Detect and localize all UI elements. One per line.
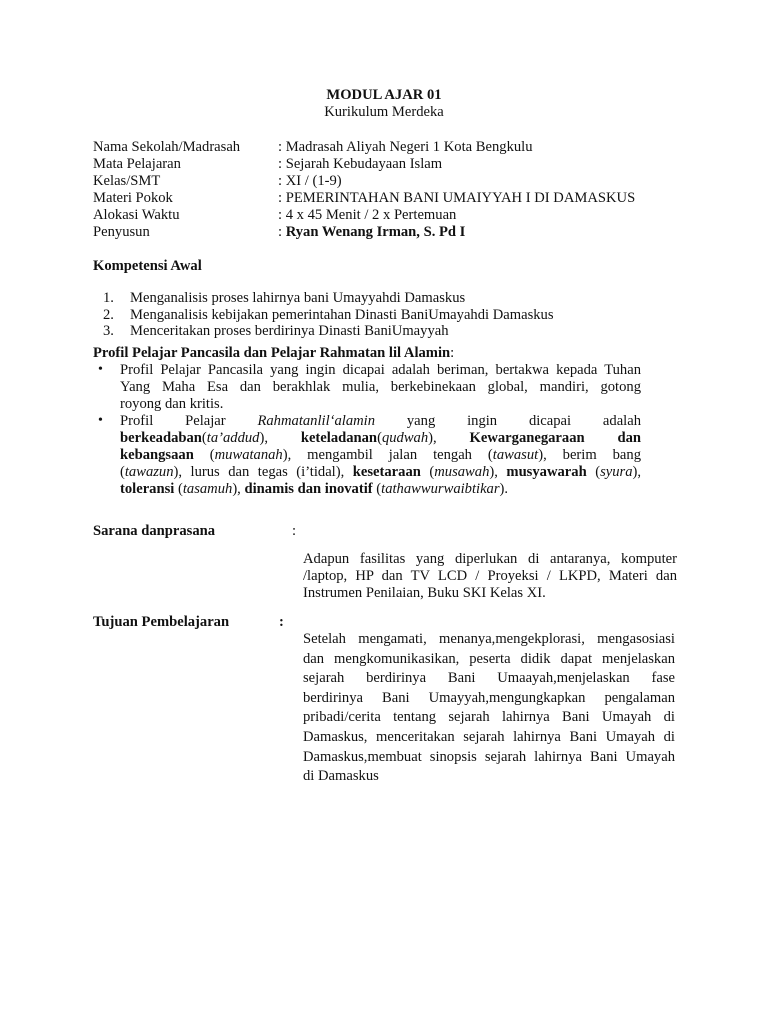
curriculum-subtitle: Kurikulum Merdeka bbox=[324, 104, 444, 120]
bullet-icon: • bbox=[98, 413, 103, 428]
tujuan-colon: : bbox=[279, 614, 284, 630]
term-italic: ta’addud bbox=[206, 430, 260, 446]
list-item bbox=[103, 290, 643, 307]
identity-label: Nama Sekolah/Madrasah bbox=[93, 139, 241, 155]
term-bold: musyawarah bbox=[506, 464, 587, 480]
term-bold: toleransi bbox=[120, 481, 175, 497]
paragraph-line: Setelah mengamati, menanya,mengekplorasi, mengasosiasi bbox=[303, 631, 675, 647]
word: Pelajar bbox=[185, 413, 226, 429]
term-italic: muwatanah bbox=[214, 447, 283, 463]
identity-value: : PEMERINTAHAN BANI UMAIYYAH I DI DAMASKUS bbox=[278, 190, 636, 206]
identity-value: : 4 x 45 Menit / 2 x Pertemuan bbox=[278, 207, 457, 223]
identity-value: : Madrasah Aliyah Negeri 1 Kota Bengkulu bbox=[278, 139, 533, 155]
identity-value: : Sejarah Kebudayaan Islam bbox=[278, 156, 443, 172]
kompetensi-list bbox=[103, 290, 643, 340]
term-italic: tawasut bbox=[492, 447, 539, 463]
word: adalah bbox=[602, 413, 642, 429]
tujuan-paragraph bbox=[303, 630, 675, 787]
term-italic: qudwah bbox=[381, 430, 429, 446]
term-bold: keteladanan bbox=[300, 430, 378, 446]
term-italic: tawazun bbox=[124, 464, 174, 480]
term-italic: syura bbox=[600, 464, 633, 480]
list-text: Menceritakan proses berdirinya Dinasti BaniUmayyah bbox=[130, 323, 449, 339]
identity-label: Materi Pokok bbox=[93, 190, 173, 206]
profil-heading bbox=[93, 345, 454, 362]
identity-value-author bbox=[278, 224, 465, 241]
module-title: MODUL AJAR 01 bbox=[326, 87, 442, 103]
sarana-paragraph bbox=[303, 551, 677, 602]
list-number: 1. bbox=[103, 290, 114, 306]
list-number: 3. bbox=[103, 323, 114, 339]
paragraph-line: kebangsaan (muwatanah), mengambil jalan tengah (tawasut), berim bang bbox=[120, 447, 641, 463]
identity-row-school bbox=[93, 139, 693, 156]
identity-label: Alokasi Waktu bbox=[93, 207, 180, 223]
term-bold: dinamis dan inovatif bbox=[244, 481, 373, 497]
paragraph-line: berdirinya Bani Umayyah,mengungkapkan pengalaman bbox=[303, 689, 675, 706]
paragraph-line: Profil Pelajar Pancasila yang ingin dicapai adalah beriman, bertakwa kepada Tuhan bbox=[120, 362, 641, 378]
identity-row-subject bbox=[93, 156, 693, 173]
author-name: Ryan Wenang Irman, S. Pd I bbox=[285, 224, 466, 240]
list-text: Menganalisis proses lahirnya bani Umayyahdi Damaskus bbox=[130, 290, 466, 306]
identity-label: Kelas/SMT bbox=[93, 173, 161, 189]
text-run: ), mengambil jalan tengah ( bbox=[282, 447, 493, 463]
word: dicapai bbox=[528, 413, 572, 429]
text-run: ), berim bang bbox=[538, 447, 641, 463]
paragraph-line: Instrumen Penilaian, Buku SKI Kelas XI. bbox=[303, 585, 546, 601]
term-bold: berkeadaban bbox=[120, 430, 202, 446]
paragraph-line: Damaskus, menceritakan sejarah lahirnya Bani Umayah di bbox=[303, 728, 675, 745]
profil-heading-colon: : bbox=[450, 345, 455, 361]
term-italic: musawah bbox=[434, 464, 490, 480]
text-run: ), lurus dan tegas (i’tidal), bbox=[173, 464, 353, 480]
term-bold: dan bbox=[617, 430, 641, 446]
word: Profil bbox=[120, 413, 154, 429]
term-bold: kebangsaan bbox=[120, 447, 194, 463]
term-italic: tasamuh bbox=[182, 481, 233, 497]
paragraph-line: royong dan kritis. bbox=[120, 396, 224, 412]
paragraph-line: (tawazun), lurus dan tegas (i’tidal), kesetaraan (musawah), musyawarah (syura), bbox=[120, 464, 642, 480]
paragraph-line: Damaskus,membuat sinopsis sejarah lahirnya Bani Umayah bbox=[303, 748, 675, 765]
identity-value: : XI / (1-9) bbox=[278, 173, 342, 189]
paragraph-line bbox=[120, 413, 641, 430]
bullet-icon: • bbox=[98, 362, 103, 377]
profil-heading-text: Profil Pelajar Pancasila dan Pelajar Rahmatan lil Alamin bbox=[93, 345, 451, 361]
identity-label: Mata Pelajaran bbox=[93, 156, 181, 172]
list-item bbox=[103, 307, 643, 324]
term-bold: kesetaraan bbox=[352, 464, 421, 480]
word-italic: Rahmatanlil‘alamin bbox=[257, 413, 376, 429]
identity-row-time bbox=[93, 207, 693, 224]
list-item bbox=[103, 323, 643, 340]
paragraph-line: berkeadaban(ta’addud), keteladanan(qudwah), Kewarganegaraan dan bbox=[120, 430, 641, 446]
profil-bullet-2 bbox=[120, 413, 641, 498]
list-number: 2. bbox=[103, 306, 114, 323]
sarana-colon: : bbox=[292, 523, 297, 539]
paragraph-line: Adapun fasilitas yang diperlukan di antaranya, komputer bbox=[303, 551, 677, 567]
kompetensi-heading: Kompetensi Awal bbox=[93, 258, 202, 274]
author-prefix: : bbox=[278, 224, 286, 240]
paragraph-line: sejarah berdirinya Bani Umaayah,menjelaskan fase bbox=[303, 670, 675, 687]
identity-row-class bbox=[93, 173, 693, 190]
tujuan-label: Tujuan Pembelajaran bbox=[93, 614, 230, 630]
paragraph-line: di Damaskus bbox=[303, 768, 379, 785]
identity-row-topic bbox=[93, 190, 693, 207]
list-text: Menganalisis kebijakan pemerintahan Dinasti BaniUmayahdi Damaskus bbox=[130, 306, 554, 323]
word: ingin bbox=[467, 413, 498, 429]
paragraph-line: Yang Maha Esa dan berakhlak mulia, berkebinekaan global, mandiri, gotong bbox=[120, 379, 641, 395]
word: yang bbox=[406, 413, 436, 429]
identity-label: Penyusun bbox=[93, 224, 150, 240]
term-italic: tathawwurwaibtikar bbox=[381, 481, 500, 497]
term-bold: Kewarganegaraan bbox=[469, 430, 585, 446]
paragraph-line: /laptop, HP dan TV LCD / Proyeksi / LKPD, Materi dan bbox=[303, 568, 677, 584]
paragraph-line: toleransi (tasamuh), dinamis dan inovatif (tathawwurwaibtikar). bbox=[120, 481, 509, 497]
paragraph-line: pribadi/cerita tentang sejarah lahirnya Bani Umayah di bbox=[303, 709, 675, 726]
paragraph-line: dan mengkomunikasikan, peserta didik dapat menjelaskan bbox=[303, 650, 675, 667]
profil-bullet-1 bbox=[120, 362, 641, 413]
identity-row-author bbox=[93, 224, 693, 241]
sarana-label: Sarana danprasana bbox=[93, 523, 216, 539]
